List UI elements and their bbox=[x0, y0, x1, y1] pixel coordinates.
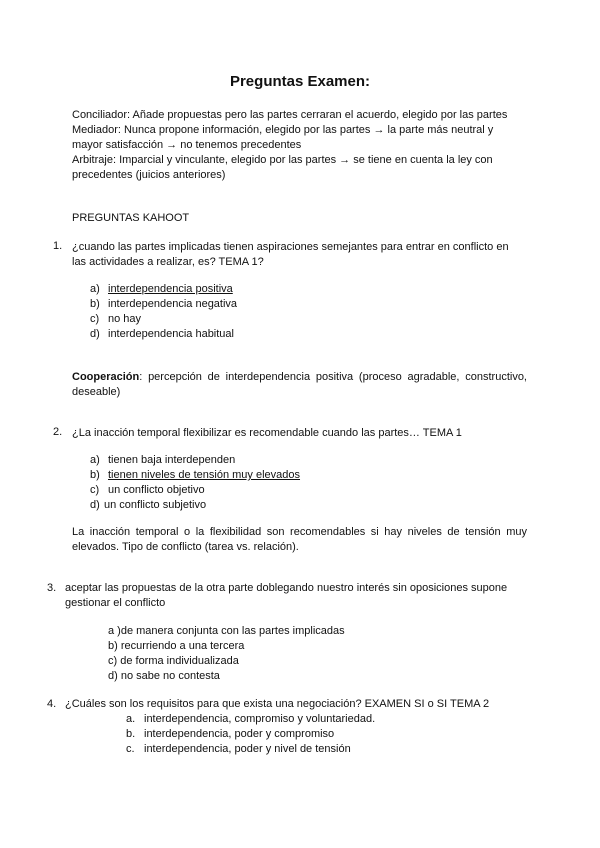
intro-arbitraje-cont: precedentes (juicios anteriores) bbox=[72, 169, 226, 181]
question-text: ¿cuando las partes implicadas tienen aspiraciones semejantes para entrar en conflicto en bbox=[72, 241, 509, 253]
page-title: Preguntas Examen: bbox=[229, 73, 371, 90]
option-text: un conflicto subjetivo bbox=[104, 499, 207, 511]
question-text-cont: gestionar el conflicto bbox=[65, 597, 166, 609]
option-text: b) recurriendo a una tercera bbox=[108, 640, 245, 652]
note-bold-term: Cooperación bbox=[72, 371, 140, 383]
option-letter: d) bbox=[90, 328, 100, 340]
option-text: interdependencia, compromiso y voluntariedad. bbox=[144, 713, 376, 725]
option-text-correct: tienen niveles de tensión muy elevados bbox=[108, 469, 301, 481]
question-text: aceptar las propuestas de la otra parte doblegando nuestro interés sin oposiciones supone bbox=[65, 582, 508, 594]
option-text: interdependencia, poder y compromiso bbox=[144, 728, 335, 740]
question-number: 2. bbox=[53, 426, 63, 438]
option-letter: b) bbox=[90, 298, 100, 310]
option-text: a )de manera conjunta con las partes implicadas bbox=[108, 625, 345, 637]
question-number: 1. bbox=[53, 240, 63, 252]
option-text-correct: interdependencia positiva bbox=[108, 283, 233, 295]
option-letter: d) bbox=[90, 499, 100, 511]
note-text-cont: elevados. Tipo de conflicto (tarea vs. relación). bbox=[72, 541, 299, 553]
intro-arbitraje: Arbitraje: Imparcial y vinculante, elegido por las partes → se tiene en cuenta la ley con bbox=[72, 154, 493, 166]
question-number: 3. bbox=[47, 582, 57, 594]
option-letter: a. bbox=[126, 713, 136, 725]
note-text: : percepción de interdependencia positiva (proceso agradable, constructivo, bbox=[139, 371, 527, 383]
intro-conciliador: Conciliador: Añade propuestas pero las partes cerraran el acuerdo, elegido por las partes bbox=[72, 109, 508, 121]
option-letter: a) bbox=[90, 454, 100, 466]
option-text: d) no sabe no contesta bbox=[108, 670, 220, 682]
explanation-note bbox=[72, 369, 527, 385]
question-text-cont: las actividades a realizar, es? TEMA 1? bbox=[72, 256, 264, 268]
option-letter: c. bbox=[126, 743, 135, 755]
option-letter: c) bbox=[90, 484, 100, 496]
kahoot-heading: PREGUNTAS KAHOOT bbox=[72, 212, 190, 224]
question-text: ¿La inacción temporal flexibilizar es recomendable cuando las partes… TEMA 1 bbox=[72, 427, 462, 439]
explanation-note: La inacción temporal o la flexibilidad son recomendables si hay niveles de tensión muy bbox=[72, 526, 527, 538]
intro-mediador-cont: mayor satisfacción → no tenemos precedentes bbox=[72, 139, 302, 151]
question-number: 4. bbox=[47, 698, 57, 710]
option-text: interdependencia, poder y nivel de tensión bbox=[144, 743, 351, 755]
intro-mediador: Mediador: Nunca propone información, elegido por las partes → la parte más neutral y bbox=[72, 124, 494, 136]
option-letter: c) bbox=[90, 313, 100, 325]
option-text: interdependencia habitual bbox=[108, 328, 234, 340]
question-text: ¿Cuáles son los requisitos para que exista una negociación? EXAMEN SI o SI TEMA 2 bbox=[65, 698, 490, 710]
option-letter: a) bbox=[90, 283, 100, 295]
option-text: c) de forma individualizada bbox=[108, 655, 239, 667]
option-text: tienen baja interdependen bbox=[108, 454, 236, 466]
option-letter: b) bbox=[90, 469, 100, 481]
option-text: un conflicto objetivo bbox=[108, 484, 205, 496]
option-letter: b. bbox=[126, 728, 136, 740]
option-text: interdependencia negativa bbox=[108, 298, 238, 310]
note-text-cont: deseable) bbox=[72, 386, 121, 398]
option-text: no hay bbox=[108, 313, 142, 325]
